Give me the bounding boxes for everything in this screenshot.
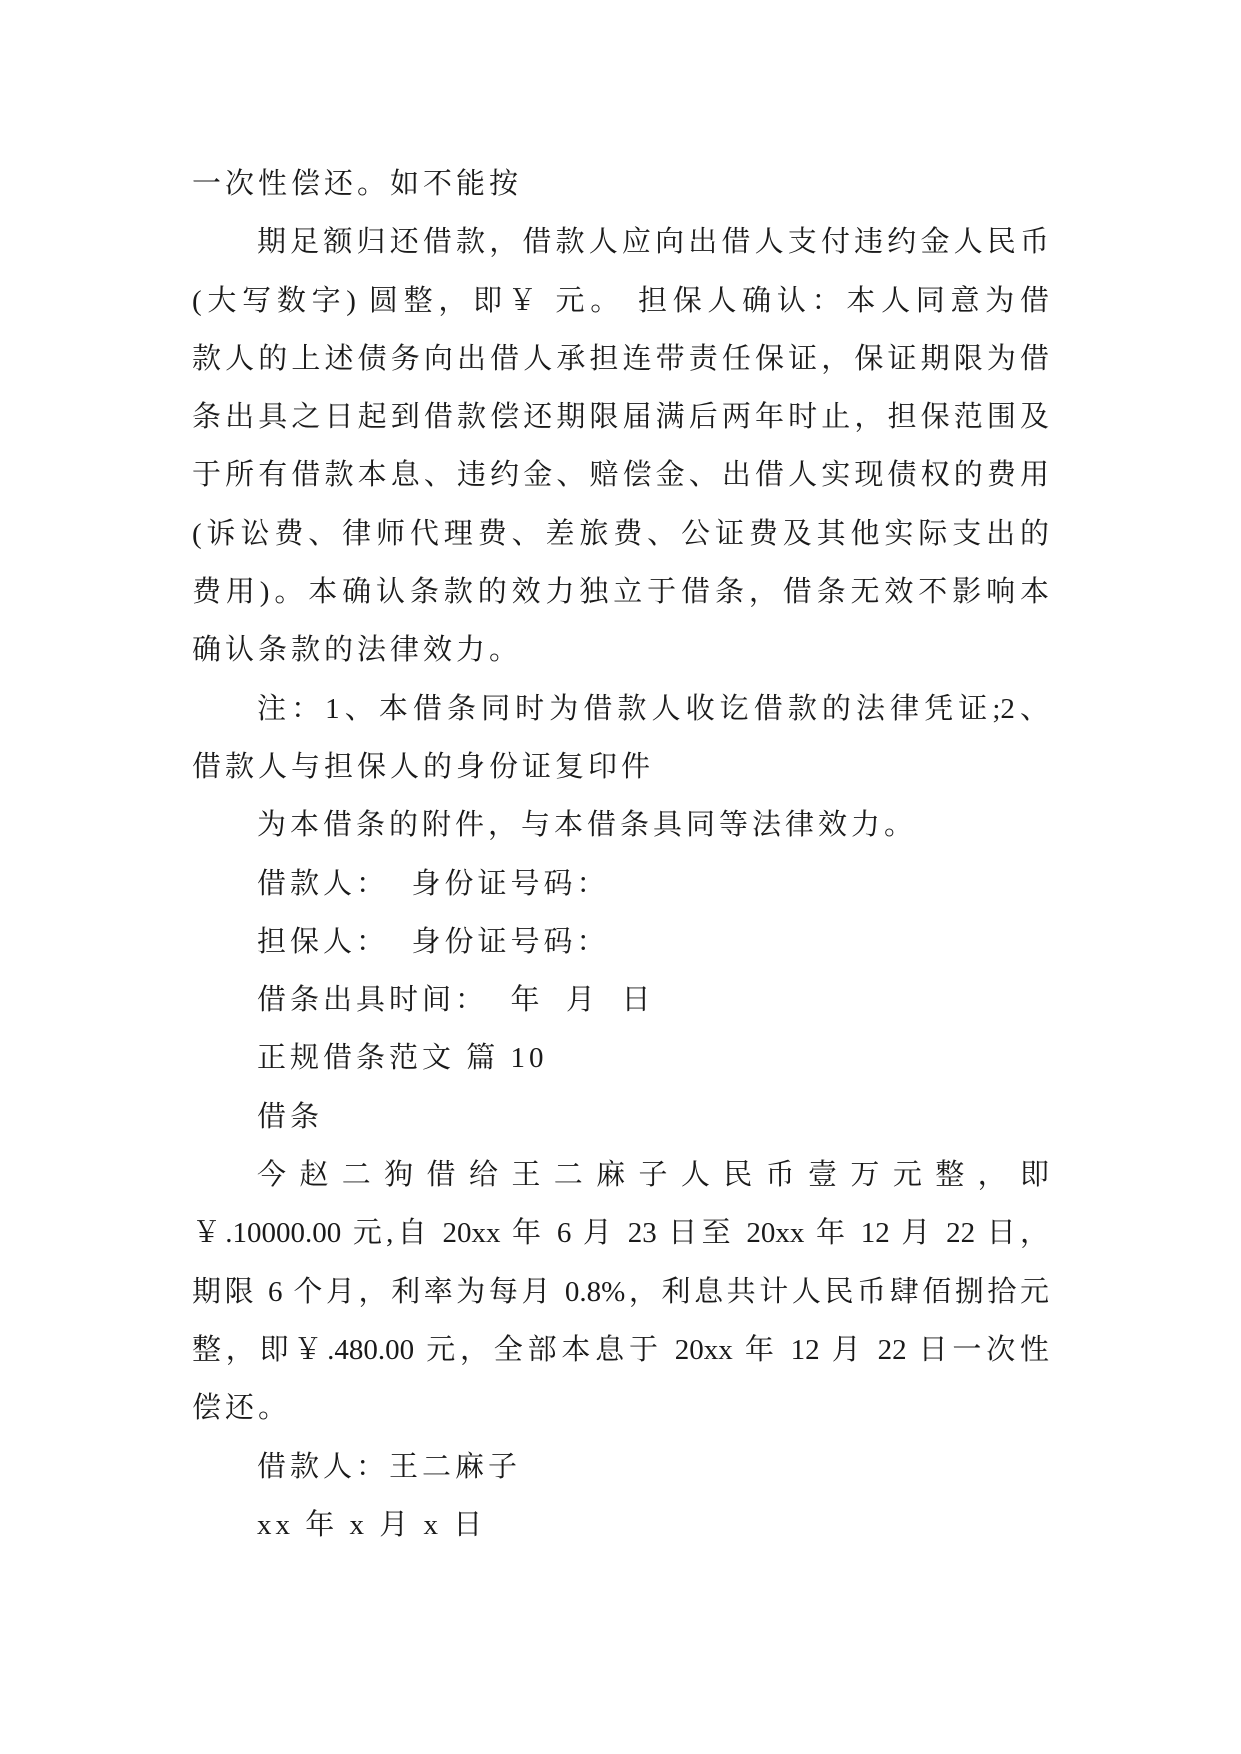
clause-line: 条出具之日起到借款偿还期限届满后两年时止，担保范围及 [192,401,1049,434]
borrower-id-line: 借款人： 身份证号码： [257,867,610,900]
note-line: 为本借条的附件，与本借条具同等法律效力。 [257,809,918,842]
clause-line: 款人的上述债务向出借人承担连带责任保证，保证期限为借 [192,342,1049,375]
clause-line: 一次性偿还。如不能按 [192,168,523,200]
clause-line: 于所有借款本息、违约金、赔偿金、出借人实现债权的费用 [192,459,1049,492]
body-line: 偿还。 [192,1392,292,1425]
guarantee-clause [0,155,1241,680]
body-line: 整，即￥.480.00 元，全部本息于 20xx 年 12 月 22 日一次性 [192,1333,1049,1366]
document-title: 借条 [257,1100,324,1133]
sample-section [0,1029,1241,1554]
clause-line: 确认条款的法律效力。 [192,634,523,667]
clause-line: 期足额归还借款，借款人应向出借人支付违约金人民币 [257,226,1049,259]
signature-block [0,855,1241,1030]
borrower-signature: 借款人：王二麻子 [257,1450,522,1483]
body-line: ￥.10000.00 元,自 20xx 年 6 月 23 日至 20xx 年 12 月 22 日， [192,1217,1049,1250]
clause-line: (大写数字) 圆整，即￥ 元。 担保人确认：本人同意为借 [192,284,1049,317]
signature-date: xx 年 x 月 x 日 [257,1508,487,1541]
section-heading: 正规借条范文 篇 10 [257,1042,548,1075]
note-line: 借款人与担保人的身份证复印件 [192,750,655,783]
note-section [0,680,1241,855]
guarantor-id-line: 担保人： 身份证号码： [257,925,610,958]
clause-line: (诉讼费、律师代理费、差旅费、公证费及其他实际支出的 [192,517,1049,550]
issue-date-line: 借条出具时间： 年 月 日 [257,984,655,1017]
clause-line: 费用)。本确认条款的效力独立于借条，借条无效不影响本 [192,576,1049,609]
body-line: 今赵二狗借给王二麻子人民币壹万元整，即 [257,1159,1049,1192]
body-line: 期限 6 个月，利率为每月 0.8%，利息共计人民币肆佰捌拾元 [192,1275,1049,1308]
note-line: 注：1、本借条同时为借款人收讫借款的法律凭证;2、 [257,692,1049,725]
